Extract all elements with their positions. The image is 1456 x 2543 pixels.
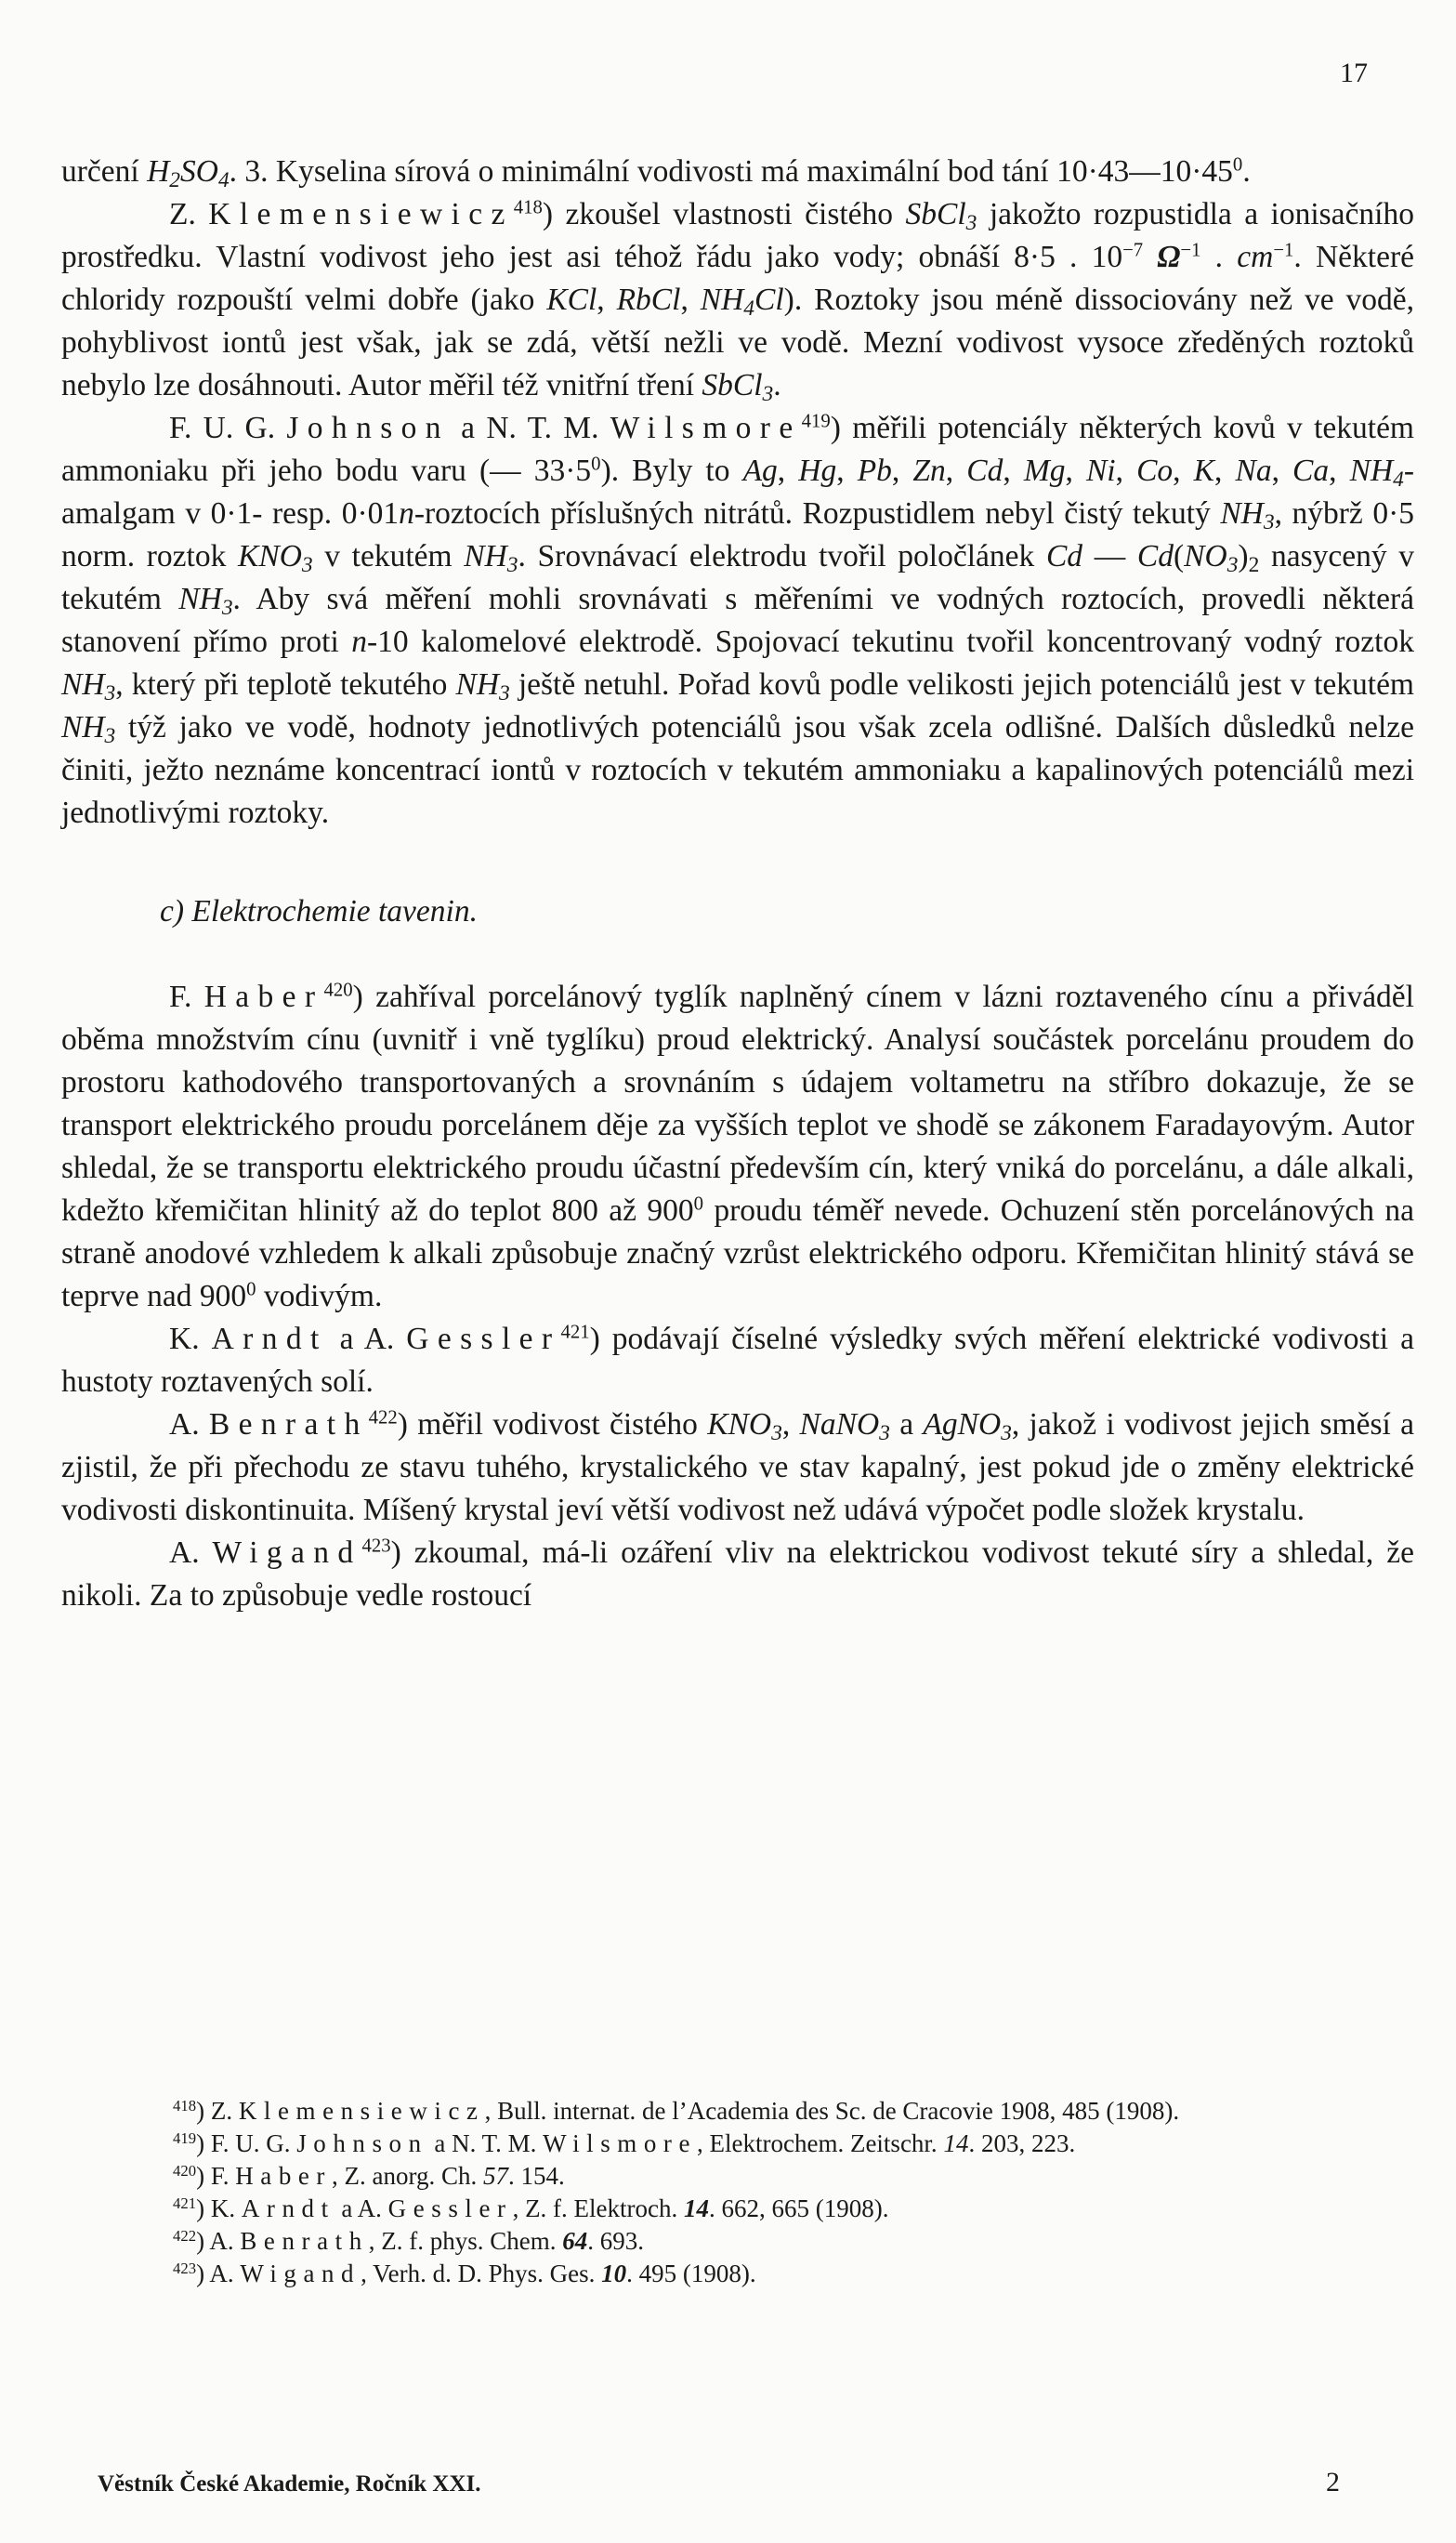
paragraph-p1: určení $H_2SO_4$. 3. Kyselina sírová o minimální vodivosti má maximální bod tání $10\cdot 43—10\cdot 45^0$. <box>61 153 1251 192</box>
paragraph-p6: A. Benrath$^{422}$) měřil vodivost čistého $KNO_3$, NaNO$_3$ a AgNO$_3$, jakož i vodivost jejich směsí a zjistil, že při přechodu ze stavu tuhého, krystalického ve stav kapalný, jest pokud jde o změny elektrické vodivosti diskontinuita. Míšený krystal jeví větší vodivost než udává výpočet podle složek krystalu. <box>61 1406 1414 1527</box>
body-text <box>61 151 1414 1617</box>
footer-signature: 2 <box>1326 2467 1340 2497</box>
footnote-423: $^{423}$) A. Wigand, Verh. d. D. Phys. Ges. 10. 495 (1908). <box>173 2259 756 2287</box>
footnote-422: $^{422}$) A. Benrath, Z. f. phys. Chem. 64. 693. <box>173 2226 644 2255</box>
paragraph-p5: K. Arndt a A. Gessler$^{421}$) podávají číselné výsledky svých měření elektrické vodivosti a hustoty roztavených solí. <box>61 1321 1414 1399</box>
footer-journal-name: Věstník České Akademie, Ročník XXI. <box>98 2471 481 2497</box>
footnotes <box>61 2095 1414 2290</box>
footnote-421: $^{421}$) K. Arndt a A. Gessler, Z. f. Elektroch. 14. 662, 665 (1908). <box>173 2194 889 2222</box>
paragraph-p7: A. Wigand$^{423}$) zkoumal, má-li ozáření vliv na elektrickou vodivost tekuté síry a shledal, že nikoli. Za to způsobuje vedle rostoucí <box>61 1535 1414 1613</box>
page-number: 17 <box>1340 58 1368 88</box>
paragraph-p2: Z. Klemensiewicz$^{418}$) zkoušel vlastnosti čistého SbCl$_3$ jakožto rozpustidla a ionisačního prostředku. Vlastní vodivost jeho jest asi téhož řádu jako vody; obnáší 8·5 . $10^{-7}$ $\Omega^{-1}$ . $cm^{-1}$. Některé chloridy rozpouští velmi dobře (jako KCl, RbCl, $NH_4Cl$). Roztoky jsou méně dissociovány než ve vodě, pohyblivost iontů jest však, jak se zdá, větší nežli ve vodě. Mezní vodivost vysoce zředěných roztoků nebylo lze dosáhnouti. Autor měřil též vnitřní tření SbCl$_3$. <box>61 196 1415 406</box>
footnote-420: $^{420}$) F. Haber, Z. anorg. Ch. 57. 154. <box>173 2161 565 2190</box>
paragraph-p3: F. U. G. Johnson a N. T. M. Wilsmore$^{419}$) měřili potenciály některých kovů v tekutém ammoniaku při jeho bodu varu (— $33\cdot 5^0$). Byly to Ag, Hg, Pb, Zn, Cd, Mg, Ni, Co, K, Na, Ca, $NH_4$-amalgam v 0·1- resp. 0·01n-roztocích příslušných nitrátů. Rozpustidlem nebyl čistý tekutý $NH_3$, nýbrž 0·5 norm. roztok $KNO_3$ v tekutém $NH_3$. Srovnávací elektrodu tvořil poločlánek Cd — $Cd(NO_3)_2$ nasycený v tekutém $NH_3$. Aby svá měření mohli srovnávati s měřeními ve vodných roztocích, provedli některá stanovení přímo proti n-10 kalomelové elektrodě. Spojovací tekutinu tvořil koncentrovaný vodný roztok $NH_3$, který při teplotě tekutého $NH_3$ ještě netuhl. Pořad kovů podle velikosti jejich potenciálů jest v tekutém $NH_3$ týž jako ve vodě, hodnoty jednotlivých potenciálů jsou však zcela odlišné. Dalších důsledků nelze činiti, ježto neznáme koncentrací iontů v roztocích v tekutém ammoniaku a kapalinových potenciálů mezi jednotlivými roztoky. <box>61 410 1415 830</box>
footnote-419: $^{419}$) F. U. G. Johnson a N. T. M. Wilsmore, Elektrochem. Zeitschr. 14. 203, 223. <box>173 2128 1076 2157</box>
paragraph-p4: F. Haber$^{420}$) zahříval porcelánový tyglík naplněný cínem v lázni roztaveného cínu a přiváděl oběma množstvím cínu (uvnitř i vně tyglíku) proud elektrický. Analysí součástek porcelánu proudem do prostoru kathodového transportovaných a srovnáním s údajem voltametru na stříbro dokazuje, že se transport elektrického proudu porcelánem děje za vyšších teplot ve shodě se zákonem Faradayovým. Autor shledal, že se transportu elektrického proudu účastní především cín, který vniká do porcelánu, a dále alkali, kdežto křemičitan hlinitý až do teplot 800 až $900^0$ proudu téměř nevede. Ochuzení stěn porcelánových na straně anodové vzhledem k alkali způsobuje značný vzrůst elektrického odporu. Křemičitan hlinitý stává se teprve nad $900^0$ vodivým. <box>61 979 1414 1313</box>
footnote-418: $^{418}$) Z. Klemensiewicz, Bull. internat. de l’Academia des Sc. de Cracovie 1908, 485 (1908). <box>173 2096 1180 2125</box>
section-heading: c) Elektrochemie tavenin. <box>160 894 478 929</box>
